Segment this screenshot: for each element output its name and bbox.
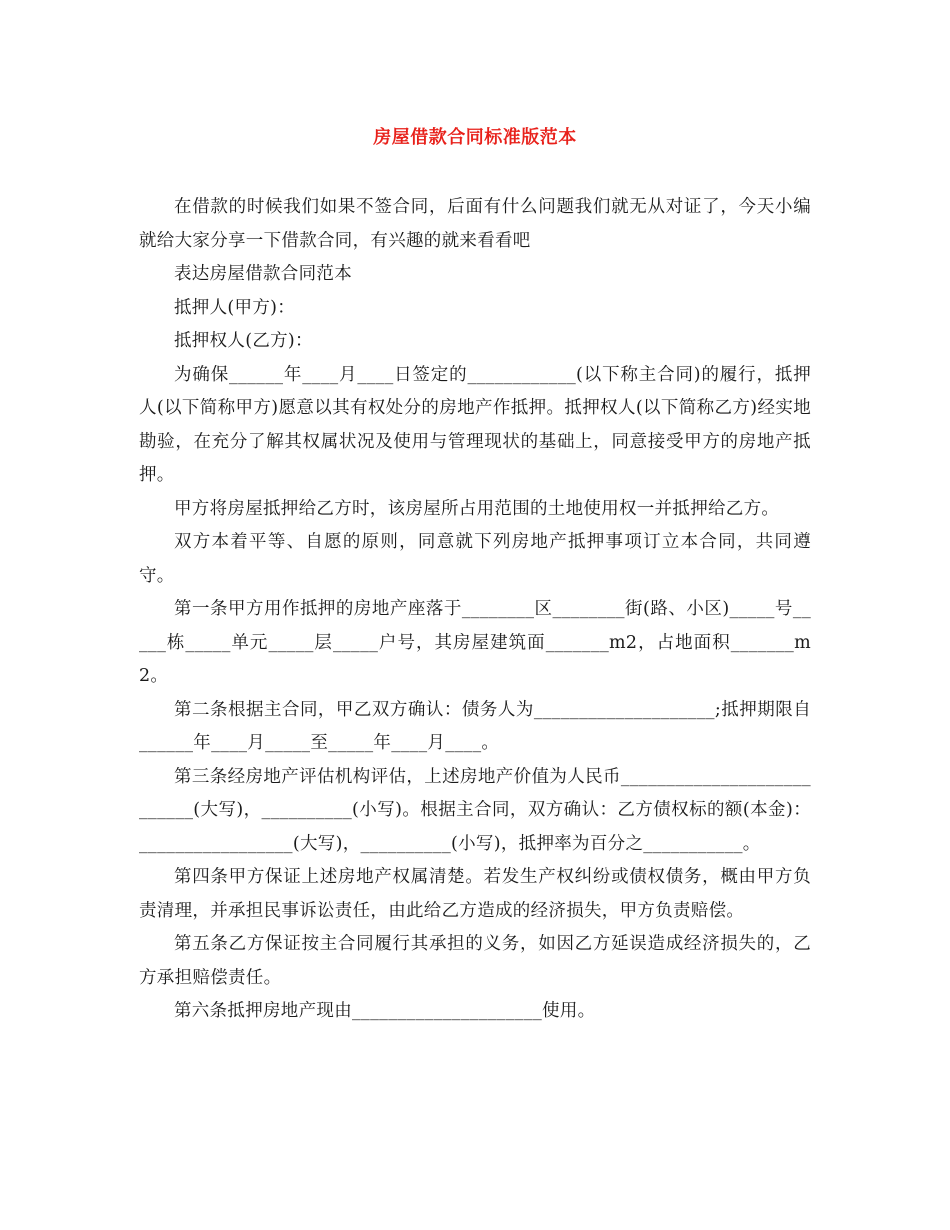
paragraph-intro: 在借款的时候我们如果不签合同，后面有什么问题我们就无从对证了，今天小编就给大家分享一下借款合同，有兴趣的就来看看吧 [139, 197, 811, 251]
document-title: 房屋借款合同标准版范本 [373, 127, 577, 148]
paragraph-article-2: 第二条根据主合同，甲乙双方确认：债务人为____________________;抵押期限自______年____月_____至_____年____月____。 [139, 699, 811, 753]
paragraph-land-use: 甲方将房屋抵押给乙方时，该房屋所占用范围的土地使用权一并抵押给乙方。 [174, 498, 780, 519]
paragraph-article-1: 第一条甲方用作抵押的房地产座落于________区________街(路、小区)_____号_____栋_____单元_____层_____户号，其房屋建筑面_______m2，占地面积_______m2。 [139, 599, 811, 686]
paragraph-article-5: 第五条乙方保证按主合同履行其承担的义务，如因乙方延误造成经济损失的，乙方承担赔偿责任。 [139, 934, 811, 988]
paragraph-purpose: 为确保______年____月____日签定的____________(以下称主合同)的履行，抵押人(以下简称甲方)愿意以其有权处分的房地产作抵押。抵押权人(以下简称乙方)经实地勘验，在充分了解其权属状况及使用与管理现状的基础上，同意接受甲方的房地产抵押。 [139, 364, 811, 485]
paragraph-article-6: 第六条抵押房地产现由_____________________使用。 [174, 1001, 596, 1021]
paragraph-subtitle: 表达房屋借款合同范本 [174, 264, 352, 284]
document-body [139, 191, 811, 1029]
paragraph-article-3: 第三条经房地产评估机构评估，上述房地产价值为人民币___________________________(大写)，__________(小写)。根据主合同，双方确认：乙方债权标的额(本金)：_________________(大写)，__________(小写)，抵押率为百分之___________。 [139, 766, 811, 854]
paragraph-mortgagor: 抵押人(甲方)： [174, 297, 296, 318]
paragraph-principle: 双方本着平等、自愿的原则，同意就下列房地产抵押事项订立本合同，共同遵守。 [139, 532, 811, 586]
paragraph-mortgagee: 抵押权人(乙方)： [174, 331, 313, 351]
paragraph-article-4: 第四条甲方保证上述房地产权属清楚。若发生产权纠纷或债权债务，概由甲方负责清理，并承担民事诉讼责任，由此给乙方造成的经济损失，甲方负责赔偿。 [139, 867, 811, 921]
